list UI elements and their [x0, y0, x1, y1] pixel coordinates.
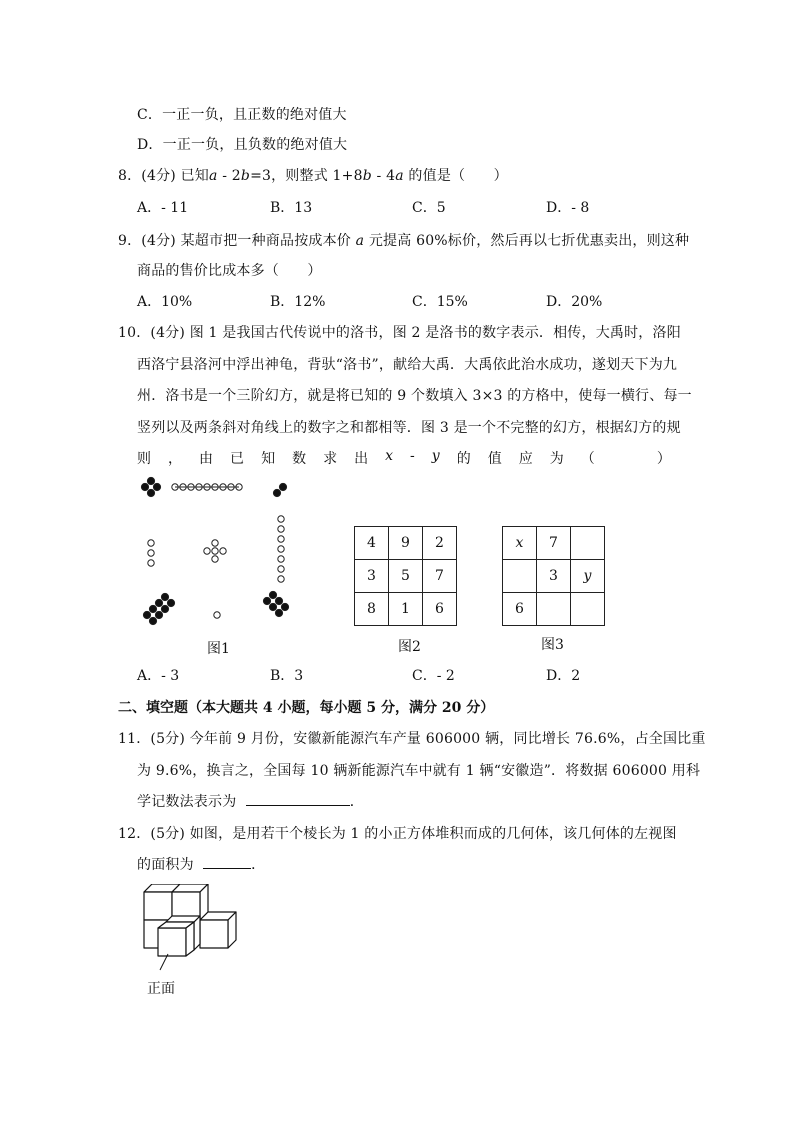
fig3-cell [537, 593, 571, 626]
section-heading: 二、填空题（本大题共 4 小题，每小题 5 分，满分 20 分） [118, 700, 495, 716]
fig3-cell [571, 593, 605, 626]
q10-stem-line2: 西洛宁县洛河中浮出神龟，背驮“洛书”，献给大禹．大禹依此治水成功，遂划天下为九 [137, 357, 678, 373]
q12-answer-blank[interactable] [203, 854, 251, 869]
fig3-incomplete-square [502, 526, 605, 626]
q9-option-a: A．10% [137, 294, 193, 310]
q8-option-c: C．5 [412, 200, 446, 216]
fig2-magic-square [354, 526, 457, 626]
q10-stem-line4: 竖列以及两条斜对角线上的数字之和都相等．图 3 是一个不完整的幻方，根据幻方的规 [137, 420, 681, 436]
q10-option-a: A．- 3 [137, 668, 180, 684]
fig3-cell: 7 [537, 527, 571, 560]
fig2-cell: 4 [355, 527, 389, 560]
fig3-cell: 3 [537, 560, 571, 593]
q9-option-b: B．12% [270, 294, 326, 310]
q9-option-c: C．15% [412, 294, 468, 310]
luoshu-dot-diagram [137, 475, 297, 635]
q10-stem-line1: 10．(4分) 图 1 是我国古代传说中的洛书，图 2 是洛书的数字表示．相传，大禹时，洛阳 [118, 325, 681, 341]
q7-option-d: D．一正一负，且负数的绝对值大 [137, 137, 348, 153]
q10-option-b: B．3 [270, 668, 304, 684]
q11-stem-line3: 学记数法表示为 ． [137, 791, 364, 811]
fig2-cell: 9 [389, 527, 423, 560]
fig2-cell: 8 [355, 593, 389, 626]
q10-option-d: D．2 [546, 668, 581, 684]
fig2-caption: 图2 [398, 639, 421, 655]
q11-stem-line1: 11．(5分) 今年前 9 月份，安徽新能源汽车产量 606000 辆，同比增长 76.6%，占全国比重 [118, 731, 706, 747]
fig2-cell: 5 [389, 560, 423, 593]
q8-stem: 8．(4分) 已知a - 2b=3，则整式 1+8b - 4a 的值是（ ） [118, 168, 508, 184]
q12-stem-line2: 的面积为 ． [137, 854, 265, 874]
q8-option-b: B．13 [270, 200, 313, 216]
q11-stem-line2: 为 9.6%，换言之，全国每 10 辆新能源汽车中就有 1 辆“安徽造”．将数据 606000 用科 [137, 763, 701, 779]
fig3-cell: y [571, 560, 605, 593]
q7-option-c: C．一正一负，且正数的绝对值大 [137, 107, 347, 123]
q10-option-c: C．- 2 [412, 668, 455, 684]
fig3-cell [503, 560, 537, 593]
q8-option-d: D．- 8 [546, 200, 590, 216]
fig2-cell: 2 [423, 527, 457, 560]
fig3-cell: x [503, 527, 537, 560]
stacked-cubes-figure [138, 884, 238, 980]
fig3-caption: 图3 [541, 637, 564, 653]
fig1-caption: 图1 [207, 641, 230, 657]
q8-option-a: A．- 11 [137, 200, 189, 216]
q9-stem-line1: 9．(4分) 某超市把一种商品按成本价 a 元提高 60%标价，然后再以七折优惠卖出，则这种 [118, 233, 690, 249]
q9-stem-line2: 商品的售价比成本多（ ） [137, 263, 322, 279]
fig2-cell: 6 [423, 593, 457, 626]
front-label: 正面 [147, 981, 175, 997]
q10-stem-line5: 则 ， 由 已 知 数 求 出 x - y 的 值 应 为 （ ） [137, 448, 671, 467]
q12-stem-line1: 12．(5分) 如图，是用若干个棱长为 1 的小正方体堆积而成的几何体，该几何体的左视图 [118, 826, 677, 842]
fig3-cell: 6 [503, 593, 537, 626]
q9-option-d: D．20% [546, 294, 603, 310]
fig2-cell: 7 [423, 560, 457, 593]
fig3-cell [571, 527, 605, 560]
q10-stem-line3: 州．洛书是一个三阶幻方，就是将已知的 9 个数填入 3×3 的方格中，使每一横行、每一 [137, 388, 692, 404]
fig2-cell: 3 [355, 560, 389, 593]
fig2-cell: 1 [389, 593, 423, 626]
q11-answer-blank[interactable] [246, 791, 350, 806]
